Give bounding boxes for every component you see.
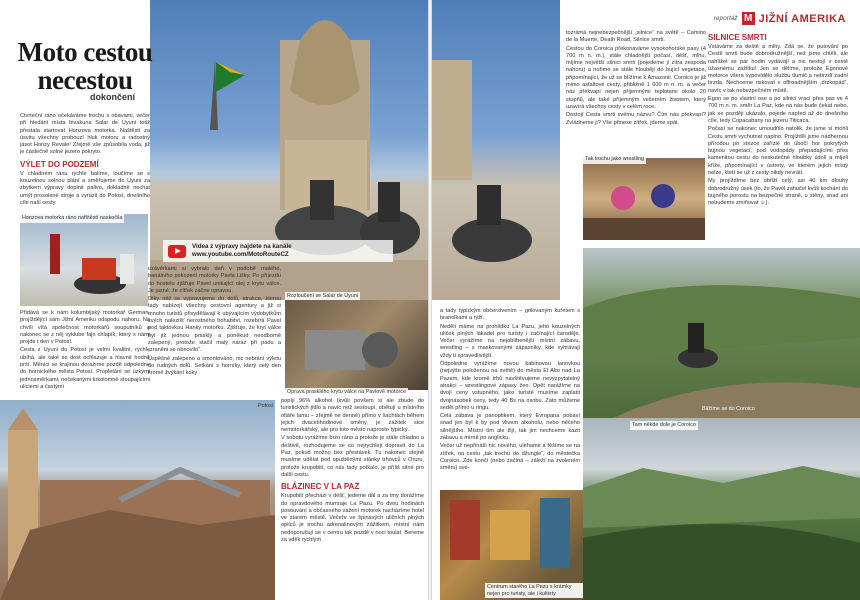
photo-potosi [0,400,275,600]
paragraph: Počasí se nakonec umoudřilo natolik, že jsme si mohli Cestu smrti vychutnat naplno. Projíždíli jsme nádhernou přírodou po stezce zařízlé do úbočí hor pokrytých bujnou vegetací, pod vodopády přepadajícími přes kamenitou cestu do neskutečné hloubky údolí a míjeli kříže, připomínající v ústrety, ve kterém jejich místy nelze, ktetí se už z cesty nikdy nevrátí. [708,126,848,177]
header-small: reportáž [713,15,738,22]
article-column-2 [148,266,281,406]
caption-potosi: Potosí [258,403,274,409]
page-subtitle: dokončení [90,92,136,102]
article-column-1b [20,310,150,402]
paragraph: Čtvrteční ráno očekáváme trochu s obavami, večer při hledání místa bivakuna Salar de Uyuni totiž přestala startovat Honzova motorka. Naštěstí za úsvitu všechny probouzí hluk motoru a radostný jásot Honzy Revale! Zřejmě vše způsobila voda, již je částečně solné jezero pokryto. [20,113,150,156]
paragraph: Večer už nepřináší nic nového, ulehame a těšíme se na zítřek, na cestu „tak trochu do džungle“, do městečka Coroico. Zde končí (nebo začíná – záleží na zvoleném směru) své- [440,443,580,472]
youtube-url[interactable]: www.youtube.com/MotoRouteCZ [192,251,289,258]
caption-salar: Rozloučení se Salar de Uyuni [287,293,359,299]
youtube-line1: Videa z výpravy najdete na kanále [192,243,292,250]
article-column-3 [281,398,424,598]
caption-repair: Oprava prasklého krytu válce na Pavlově motorce [287,389,406,395]
article-column-1 [20,113,150,215]
paragraph: a tady typickým občerstvením – grilovaným kuřetem s hranolkami a rýží. [440,308,580,322]
paragraph: Úspěšně zalepeno a smontováno, nic nebrání výletu do rudných dolů. Setkání s horníky, který celý den kromě žvýkání koky [148,355,281,377]
section-header [714,12,846,25]
youtube-banner[interactable] [163,240,393,262]
photo-motorcycle-start [20,214,148,306]
section-heading: VÝLET DO PODZEMÍ [20,159,99,169]
paragraph: Díky něž se vypravujeme do dolů, atrakce, kterou tady nabízejí všechny cestovní agentury a již si mnoho turistů přivydělávají k ubývajícím výdobytkům svých nalezišť nerostného bohatství, rozebírá Pavel pod taktovkou Hanky motorku. Zjišťuje, že kryt válce byl již jednou prasklý a poněkud neodborně zalepený, protože stačil malý náraz při pádu a „zraněni se obnovilo“. [148,296,281,354]
paragraph: Celá zábava je panoptikem, který Evropana pobaví snad jen byl k by pod vlivem alkoholu, nebo něčeho silnějšího. Místní tím ale žijí, tak jim nechceme kazit zábavu a mírně po anglicku. [440,413,580,442]
paragraph: My projíždíme bez obtíží celý, asi 40 km dlouhý dobrodružný úsek (to, že Pavel zahučel kvůli kochání do bujného porostu na bezpečné straně, u stěny, snad ani nebudeme zmiňovat ☺). [708,178,848,207]
paragraph: tozrámá nejnebezpečnější „silnice“ na světě – Camino de la Muerte, Death Road, Silnice smrti. [566,30,706,44]
caption-bliz: Blížíme se do Coroico [702,406,755,412]
paragraph: V sobotu vyrážíme brzo ráno a protože je stále chladno a deštivě, rozhodujeme se co nejrychleji dopravit do La Paz, pokud možno bez přestávek. Tu nakonec stejně musíme udělat pod opuštěnými stánky trhovců v Oruru, protože krupobití, co nás tady potkalo, je příliš silné pro další cestu. [281,435,424,478]
photo-road-coroico [583,248,860,418]
paragraph: Odpoledne vyrážíme novou kabinovou lanovkou (nejvýše položenou na světě) do města El Alto nad La Pazem, kde kromě trhů navštěvujeme nevyzpytatelný atrakci – wrestlingové zápasy žen. Opět narážíme na dvojí ceny vstupného, jako turisté musíme zaplatit dvojnásobek ceny, tedy 40 Bs na osobu. Zato můžeme sedět přímo u ringu. [440,361,580,411]
photo-salar-right [432,0,560,300]
caption-wrestling: Tak trochu jako wrestling [585,156,645,162]
paragraph: Vstáváme za deště a mlhy. Zdá se, že putování po Cestě smrti bude dobrodružnější, než jsme chtěli, ale nahlížet se pár hodin vydávají a nic nestojí v cestě úžasnému zážitku! Jen se dělíme, protože Egonové motorce všera vypovídělo službu tlumič a nebrzdí zadní brzda. Nechceme riskovat v offroadnějším „drzkopád“, navíc v tak nebezpečném místě. [708,44,848,94]
paragraph: uzávěrkami si vybralo daň v podobě malého, banálního pokození motorky Pavla Lišky. Po příjezdu do hostelu zjišťuje Pavel unikající olej z krytu válce. Je jasné, že zítřek začne opravou. [148,266,281,294]
caption-motorcycle: Honzova motorka ráno nafštěstí naskočila [22,215,123,221]
photo-repair [285,300,428,390]
photo-valley [583,418,860,600]
article-column-6 [708,30,848,245]
caption-market: Centrum starého La Pazu s krámky nejen pro turisty, ale i kultisty [485,583,583,598]
paragraph: Dostojí Cesta smrti svému názvu? Čím nás překvapí? Zvládneme ji? Vše přinese zítřek, jdeme spát. [566,112,706,126]
paragraph: Přidává se k nám kolumbijský motorkář German, projíždějící sám Jižní Ameriku odspodu nahoru. Na chvíli vítá společnost motorkářů souputníků a nakonec se z něj vyklube fajn chlapík, který s námi projde i den v Potosí. [20,310,150,346]
paragraph: Krupobití přechází v déšť, jedeme dál a za tmy dorážíme do opravdového mumraje La Pazu. Po dvou hodinách posouvání a občasného važení motorek nacházíme hotel ve starém městě. Večeře ve špinavých uličních plných opilců je trochu adrenalinovým zážitkem, místní nám nedoporučují se v centru tak pozdě v noci toulat. Bereme za vděk rychlým [281,493,424,544]
paragraph: Egon se po vlastní ose a po silnici vrací přes pas ve 4 700 m n. m. směr La Paz, kde na nás bude čekat nebo, jak se později ukázalo, pojede napřed až do dnešního cíle, tedy Copacabany na jezeru Titicaca. [708,96,848,124]
article-column-4 [440,308,580,490]
section-heading: BLÁZINEC V LA PAZ [281,482,360,492]
magazine-logo: M [742,12,755,25]
paragraph: Cestou do Coroica překonáváme vysokohorské pasy (4 700 m n. m.), stále chladnější počasí, déšť, mlhu, míjíme největší silnici smrti (pojedeme ji zítra zespoda nahoru) a nořime se stále hlouběji do bující vegetace, připomínající, že už se blížíme k Amazonii. Coroico je již mimo asfaltové cesty, přibližně 1 600 m n. m. a večer nás překvapí nejen příjemnými teplotami okolo 20 stupňů, ale také příjemným večerním životem, který uzavírá všechny cesty v celém roce. [566,45,706,110]
page-title: Moto cestou necestou [17,37,153,95]
paragraph: V chladném ránu rychle balíme, loučíme se s kouzelnou solnou plání a směřujeme do Uyuni za zbytkem výpravy doplnit palivo, dokládně nechat umýt prosolené stroje a vyrazit do Potosí, dnešního cíle naší cesty. [20,170,150,206]
photo-wrestling [583,158,705,240]
caption-valley: Tam někde dole je Coroico [632,422,696,428]
header-section: JIŽNÍ AMERIKA [758,12,846,25]
paragraph: Cesta z Uyuni do Potosí je velmi kvalitní, rychle ubíhá, ale také se dost ochlazuje a hlavně hodně prší. Měníci se krajinou dorážíme pozdě odpoledne do hornického města Potosí. Propletání se úzkými jednosměrkami, nečekanými krkolomně stoupajícími uliciemi a častými [20,347,150,390]
article-column-5 [566,30,706,155]
paragraph: Neděli máme na prohlídku La Pazu, jeho kouzelných uliček plných lákadel pro turisty i začínající čaroděje. Večer vyrážíme na nejoblíbenější místní zábavu, wrestling – s maskovanými zápasníky, kde vyhrávají vždy ti spravedlivější. [440,323,580,359]
section-heading: SILNICE SMRTI [708,33,767,42]
paragraph: popíjí 96% alkohol (kvůli povšem si ale zbude do turistických jídlo a navíc než sestoupí, obětují u místního oltáře lamu – zřejmě ne denně) přímo v šachtách během jejich dvacetihodinové směny, je zážitek sice nemotorkářský, ale pro toto město naprosto typický. [281,398,424,434]
youtube-icon [168,245,186,258]
